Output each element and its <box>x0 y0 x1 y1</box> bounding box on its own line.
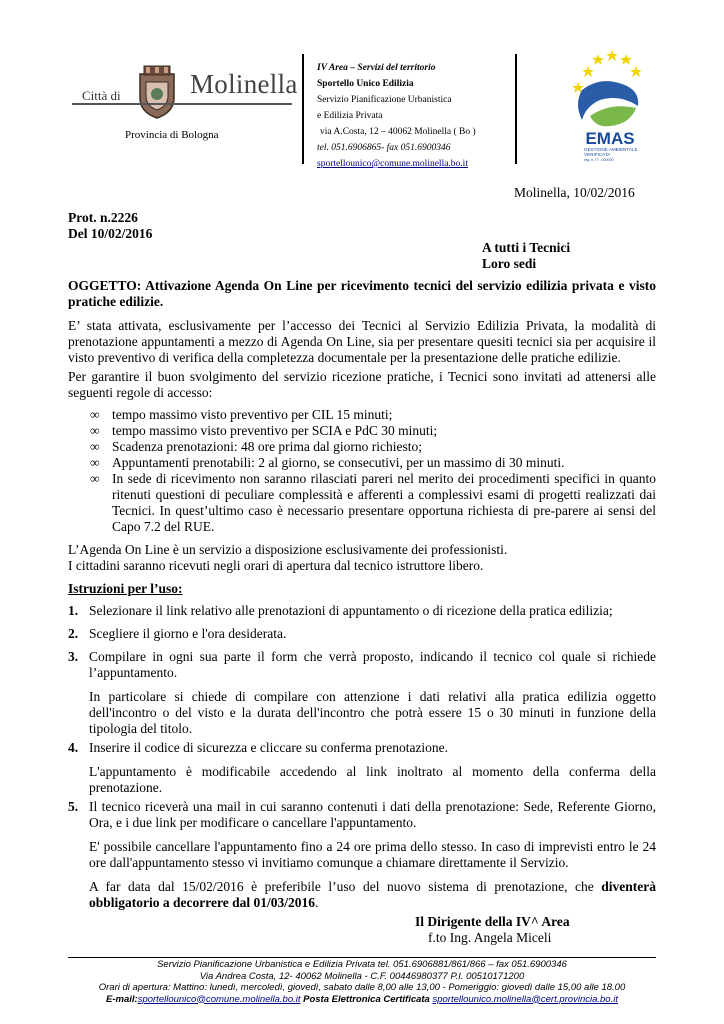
letter-date: Molinella, 10/02/2016 <box>514 185 635 200</box>
step-number: 1. <box>68 603 79 618</box>
office-address: via A.Costa, 12 – 40062 Molinella ( Bo ) <box>320 127 476 137</box>
recipient-line-1: A tutti i Tecnici <box>482 240 571 255</box>
footer-line-2: Via Andrea Costa, 12- 40062 Molinella - C.F. 00446980377 P.I. 00510171200 <box>199 970 525 982</box>
list-item: ∞ In sede di ricevimento non saranno rilasciati pareri nel merito dei procedimenti specifici in quanto ritenuti questioni di peculiare complessità e afferenti a complessivi esami di progetti realizzati dai Tecnici. In quest’ultimo caso è necessario presentare opportuna richiesta di pre-parere ai sensi del Capo 7.2 del RUE. <box>90 471 656 534</box>
step-number: 3. <box>68 649 79 664</box>
step-5 <box>68 799 656 911</box>
step-number: 2. <box>68 626 79 641</box>
bullet-icon: ∞ <box>90 455 100 470</box>
step-text: Il tecnico riceverà una mail in cui saranno contenuti i dati della prenotazione: Sede, Referente Giorno, Ora, e i due link per modificare o cancellare l'appuntamento. <box>89 799 656 830</box>
emas-sub2: VERIFICATA <box>584 152 611 157</box>
protocol-date: Del 10/02/2016 <box>68 226 153 241</box>
header-divider-right <box>515 54 517 164</box>
signatory-role: Il Dirigente della IV^ Area <box>415 914 570 929</box>
protocol-block <box>68 210 152 242</box>
servizio-line-2: e Edilizia Privata <box>317 111 383 121</box>
agenda-line-1: L’Agenda On Line è un servizio a disposizione esclusivamente dei professionisti. <box>68 542 508 557</box>
step-2 <box>68 626 656 642</box>
city-logo <box>72 62 298 122</box>
step-detail: L'appuntamento è modificabile accedendo al link inoltrato al momento della conferma della prenotazione. <box>89 764 656 795</box>
footer-pec-link[interactable]: sportellounico.molinella@cert.provincia.bo.it <box>432 993 618 1005</box>
bullet-icon: ∞ <box>90 439 100 454</box>
step-text: Scegliere il giorno e l'ora desiderata. <box>89 626 287 641</box>
emas-logo <box>560 44 660 164</box>
list-item: ∞ Appuntamenti prenotabili: 2 al giorno, se consecutivi, per un massimo di 30 minuti. <box>90 455 565 470</box>
agenda-paragraph <box>68 542 656 574</box>
subject-line: OGGETTO: Attivazione Agenda On Line per ricevimento tecnici del servizio edilizia privata e visto pratiche edilizie. <box>68 278 656 309</box>
signature-block <box>415 914 570 946</box>
rules-paragraph: Per garantire il buon svolgimento del servizio ricezione pratiche, i Tecnici sono invitati ad attenersi alle seguenti regole di accesso: <box>68 369 656 400</box>
list-item: ∞ tempo massimo visto preventivo per SCIA e PdC 30 minuti; <box>90 423 438 438</box>
header-divider-left <box>302 54 304 164</box>
instructions-title: Istruzioni per l’uso: <box>68 581 183 596</box>
bullet-icon: ∞ <box>90 423 100 438</box>
rules-list <box>90 407 656 535</box>
step-number: 4. <box>68 740 79 755</box>
bullet-icon: ∞ <box>90 471 100 486</box>
protocol-number: Prot. n.2226 <box>68 210 138 225</box>
agenda-line-2: I cittadini saranno ricevuti negli orari di apertura dal tecnico istruttore libero. <box>68 558 484 573</box>
step-3 <box>68 649 656 737</box>
step-4 <box>68 740 656 796</box>
logo-name: Molinella <box>190 69 298 99</box>
footer-line-4: E-mail:sportellounico@comune.molinella.bo.it Posta Elettronica Certificata sportellounico.molinella@cert.provincia.bo.it <box>106 993 618 1005</box>
footer-rule <box>68 957 656 958</box>
area-title: IV Area – Servizi del territorio <box>317 63 436 73</box>
office-info <box>317 60 507 172</box>
list-item: ∞ Scadenza prenotazioni: 48 ore prima dal giorno richiesto; <box>90 439 423 454</box>
footer-line-3: Orari di apertura: Mattino: lunedì, mercoledì, giovedì, sabato dalle 8,00 alle 13,00 - Pomeriggio: giovedì dalle 15,00 alle 18.00 <box>98 982 626 993</box>
footer-email-link[interactable]: sportellounico@comune.molinella.bo.it <box>137 993 301 1005</box>
servizio-line-1: Servizio Pianificazione Urbanistica <box>317 95 452 105</box>
sportello-title: Sportello Unico Edilizia <box>317 79 414 89</box>
step-1 <box>68 603 656 619</box>
step-detail: E' possibile cancellare l'appuntamento fino a 24 ore prima dello stesso. In caso di imprevisti entro le 24 ore dall'appuntamento stesso vi invitiamo comunque a chiamare direttamente il Servizio. <box>89 839 656 870</box>
page-footer <box>68 959 656 1005</box>
intro-paragraph: E’ stata attivata, esclusivamente per l’accesso dei Tecnici al Servizio Edilizia Privata, la modalità di prenotazione appuntamenti a mezzo di Agenda On Line, sia per presentare quesiti tecnici sia per acquisire il visto preventivo di verifica della completezza documentale per la presentazione delle pratiche edilizie. <box>68 318 656 365</box>
step-text: Selezionare il link relativo alle prenotazioni di appuntamento o di ricezione della pratica edilizia; <box>89 603 613 618</box>
logo-prefix: Città di <box>82 88 121 103</box>
emas-sub1: GESTIONE AMBIENTALE <box>584 147 638 152</box>
step-detail: In particolare si chiede di compilare con attenzione i dati relativi alla pratica edilizia oggetto dell'incontro o del visto e la durata dell'incontro che potrà essere 15 o 30 minuti in funzione della tipologia del titolo. <box>89 689 656 736</box>
list-item: ∞ tempo massimo visto preventivo per CIL 15 minuti; <box>90 407 393 422</box>
step-text: Compilare in ogni sua parte il form che verrà proposto, indicando il tecnico col quale si richiede l’appuntamento. <box>89 649 656 680</box>
signatory-name: f.to Ing. Angela Miceli <box>428 930 552 945</box>
provincia-label: Provincia di Bologna <box>125 129 219 141</box>
office-email-link[interactable]: sportellounico@comune.molinella.bo.it <box>317 159 468 169</box>
bullet-icon: ∞ <box>90 407 100 422</box>
office-phone: tel. 051.6906865- fax 051.6900346 <box>317 143 451 153</box>
emas-label: EMAS <box>585 129 635 148</box>
step-number: 5. <box>68 799 79 814</box>
step-text: Inserire il codice di sicurezza e cliccare su conferma prenotazione. <box>89 740 449 755</box>
footer-line-1: Servizio Pianificazione Urbanistica e Edilizia Privata tel. 051.6906881/861/866 – fax 051.6900346 <box>157 959 567 970</box>
mandatory-date-note: diventerà obbligatorio a decorrere dal 01/03/2016 <box>89 879 656 910</box>
recipient-block <box>482 240 570 272</box>
recipient-line-2: Loro sedi <box>482 256 537 271</box>
emas-reg: reg. n. IT - 000000 <box>584 158 614 162</box>
logo-underline <box>72 103 292 105</box>
step-closing-note: A far data dal 15/02/2016 è preferibile l’uso del nuovo sistema di prenotazione, che diventerà obbligatorio a decorrere dal 01/03/2016. <box>89 879 656 910</box>
city-crest-icon <box>132 64 182 120</box>
